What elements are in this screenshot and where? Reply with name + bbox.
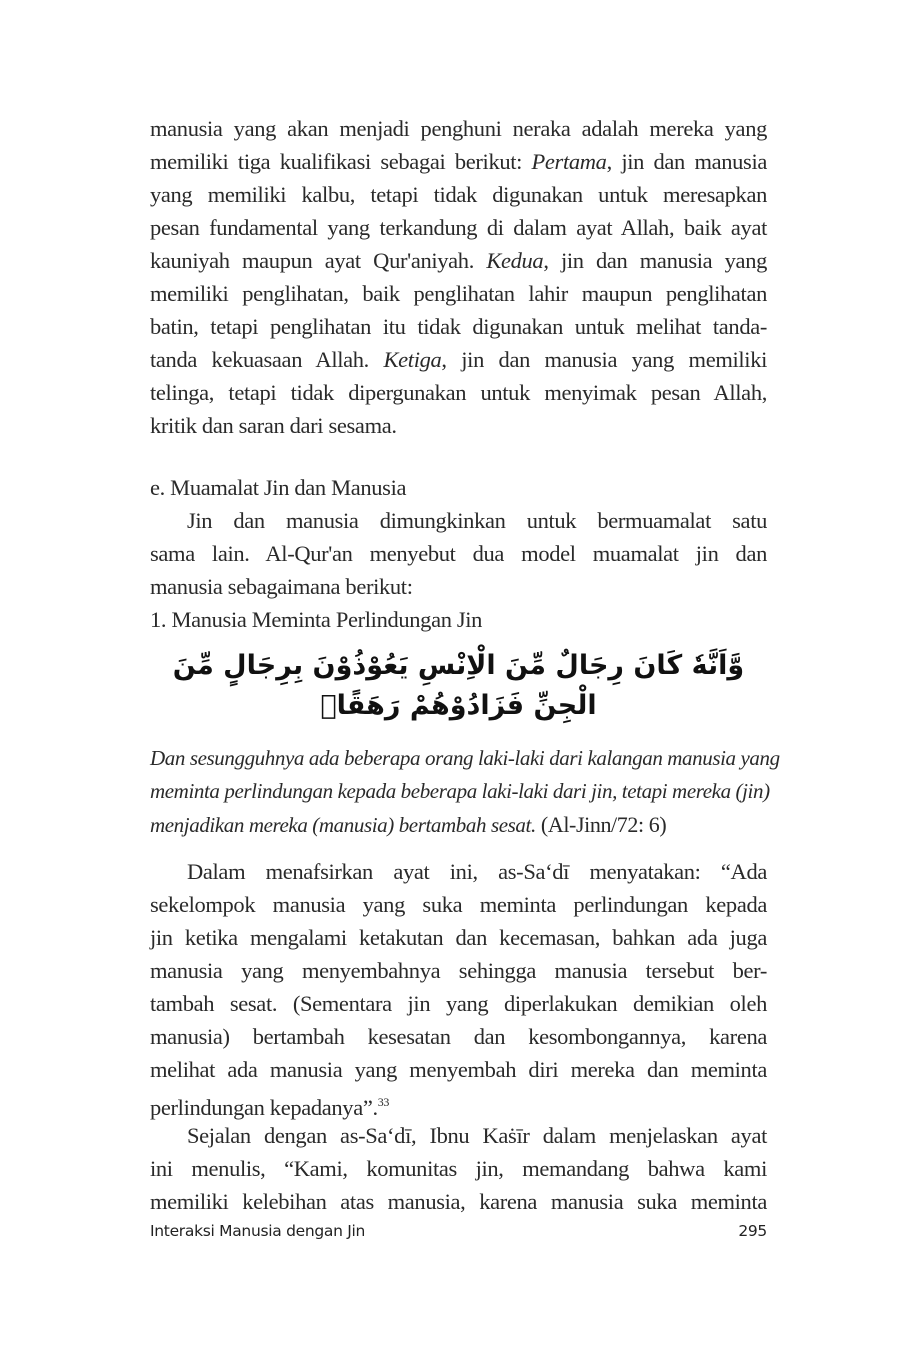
text-line: sekelompok manusia yang suka meminta perlindungan kepada	[150, 892, 767, 917]
text-line: memiliki kelebihan atas manusia, karena manusia suka meminta	[150, 1189, 767, 1214]
text-line: telinga, tetapi tidak dipergunakan untuk menyimak pesan Allah,	[150, 380, 767, 405]
paragraph-3	[150, 1119, 767, 1218]
text-span: perlindungan kepadanya”.	[150, 1095, 378, 1120]
text-line	[150, 145, 767, 178]
translation-text: menjadikan mereka (manusia) bertambah sesat.	[150, 813, 536, 837]
paragraph-1	[150, 112, 767, 442]
text-line	[150, 343, 767, 376]
text-line: ini menulis, “Kami, komunitas jin, memandang bahwa kami	[150, 1156, 767, 1181]
text-line: sama lain. Al-Qur'an menyebut dua model muamalat jin dan	[150, 541, 767, 566]
text-line: Jin dan manusia dimungkinkan untuk bermuamalat satu	[187, 508, 767, 533]
translation-line	[150, 808, 767, 841]
text-span: memiliki tiga kualifikasi sebagai berikut:	[150, 149, 532, 174]
text-line: manusia yang menyembahnya sehingga manusia tersebut ber-	[150, 958, 767, 983]
text-line: yang memiliki kalbu, tetapi tidak digunakan untuk meresapkan	[150, 182, 767, 207]
spacer	[150, 442, 767, 471]
spacer	[150, 841, 767, 855]
text-line: tambah sesat. (Sementara jin yang diperlakukan demikian oleh	[150, 991, 767, 1016]
page-footer	[150, 1222, 767, 1240]
text-line: kritik dan saran dari sesama.	[150, 413, 397, 438]
emphasis-ketiga: Ketiga	[383, 347, 442, 372]
paragraph-2	[150, 855, 767, 1119]
text-line: Sejalan dengan as-Sa‘dī, Ibnu Kaṡīr dalam menjelaskan ayat	[187, 1123, 767, 1148]
page-number: 295	[738, 1222, 767, 1240]
emphasis-kedua: Kedua	[486, 248, 544, 273]
text-line	[150, 1086, 767, 1119]
text-span: , jin dan manusia yang memiliki	[441, 347, 767, 372]
emphasis-pertama: Pertama	[531, 149, 607, 174]
footnote-reference[interactable]: 33	[377, 1095, 390, 1109]
text-line: manusia sebagaimana berikut:	[150, 574, 413, 599]
translation-line: meminta perlindungan kepada beberapa laki-laki dari jin, tetapi mereka (jin)	[150, 779, 770, 803]
text-line: memiliki penglihatan, baik penglihatan lahir maupun penglihatan	[150, 281, 767, 306]
text-line: batin, tetapi penglihatan itu tidak digunakan untuk melihat tanda-	[150, 314, 767, 339]
text-span: , jin dan manusia	[606, 149, 767, 174]
page-body	[150, 112, 780, 1218]
quran-verse-arabic: وَّاَنَّهٗ كَانَ رِجَالٌ مِّنَ الْاِنْسِ يَعُوْذُوْنَ بِرِجَالٍ مِّنَ الْجِنِّ فَزَادُوْهُمْ رَهَقًاۙ	[172, 650, 745, 721]
text-line: manusia) bertambah kesesatan dan kesombongannya, karena	[150, 1024, 767, 1049]
text-span: , jin dan manusia yang	[543, 248, 767, 273]
text-span: tanda kekuasaan Allah.	[150, 347, 384, 372]
text-line: manusia yang akan menjadi penghuni neraka adalah mereka yang	[150, 116, 767, 141]
text-span: kauniyah maupun ayat Qur'aniyah.	[150, 248, 487, 273]
text-line: jin ketika mengalami ketakutan dan kecemasan, bahkan ada juga	[150, 925, 767, 950]
translation-line: Dan sesungguhnya ada beberapa orang laki-laki dari kalangan manusia yang	[150, 746, 780, 770]
section-heading: e. Muamalat Jin dan Manusia	[150, 475, 407, 500]
verse-reference: (Al-Jinn/72: 6)	[535, 812, 667, 837]
text-line	[150, 244, 767, 277]
running-title: Interaksi Manusia dengan Jin	[150, 1222, 366, 1240]
text-line: Dalam menafsirkan ayat ini, as-Sa‘dī menyatakan: “Ada	[187, 859, 767, 884]
text-line: pesan fundamental yang terkandung di dalam ayat Allah, baik ayat	[150, 215, 767, 240]
subheading: 1. Manusia Meminta Perlindungan Jin	[150, 607, 483, 632]
verse-translation	[150, 742, 780, 841]
text-line: melihat ada manusia yang menyembah diri mereka dan meminta	[150, 1057, 767, 1082]
section-e	[150, 471, 767, 636]
